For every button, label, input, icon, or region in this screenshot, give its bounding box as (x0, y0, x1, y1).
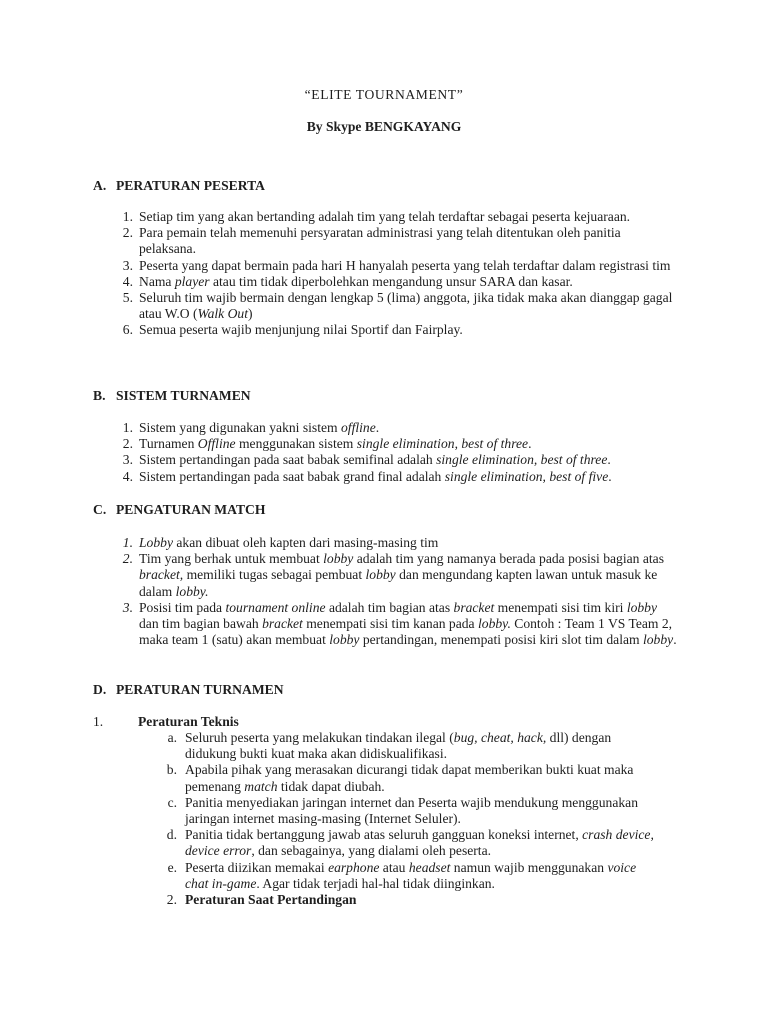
item-text: . (528, 436, 532, 452)
list-item (167, 859, 655, 892)
section-c-list (122, 535, 679, 648)
item-text: memiliki tugas sebagai pembuat (183, 567, 366, 583)
item-text-italic: match (244, 778, 278, 794)
item-text: Panitia menyediakan jaringan internet dan Peserta wajib mendukung menggunakan jaringan internet masing-masing (Internet Seluler). (185, 794, 638, 827)
section-title: PENGATURAN MATCH (116, 502, 266, 517)
section-a-list (122, 209, 679, 339)
item-text-italic: bracket, (139, 567, 184, 583)
item-text: namun wajib menggunakan (450, 859, 608, 875)
item-text-italic: tournament online (225, 599, 326, 615)
item-text-italic: lobby (323, 551, 354, 567)
item-text: Para pemain telah memenuhi persyaratan administrasi yang telah ditentukan oleh panitia pelaksana. (139, 225, 621, 257)
item-text: menempati sisi tim kanan pada (302, 616, 478, 632)
item-text: Seluruh peserta yang melakukan tindakan ilegal ( (185, 730, 454, 745)
section-d-alpha-list (166, 730, 655, 892)
item-text: . (375, 420, 380, 435)
subsection-number: 1. (93, 714, 104, 729)
item-text: Peserta yang dapat bermain pada hari H hanyalah peserta yang telah terdaftar dalam registrasi tim (139, 257, 671, 273)
document-byline: By Skype BENGKAYANG (306, 119, 462, 134)
item-text: . Agar tidak terjadi hal-hal tidak diinginkan. (256, 875, 495, 891)
item-text: Apabila pihak yang merasakan dicurangi tidak dapat memberikan bukti kuat maka pemenang (185, 762, 634, 794)
section-b-heading (93, 388, 251, 404)
item-letter: c. (167, 794, 177, 810)
item-text: , dan sebagainya, yang dialami oleh peserta. (251, 843, 492, 859)
item-text-italic: lobby (626, 599, 658, 615)
item-text: dan mengundang kapten lawan untuk masuk ke dalam (139, 567, 658, 599)
item-text-italic: voice chat in-game (185, 859, 637, 891)
list-item (122, 257, 679, 274)
item-letter: d. (166, 827, 177, 843)
subsection-title: Peraturan Saat Pertandingan (185, 892, 357, 907)
item-number: 1. (122, 209, 133, 224)
item-text: atau (379, 859, 409, 875)
item-text-italic: crash device, device error (185, 827, 654, 859)
item-number: 3. (122, 257, 133, 273)
item-text-italic: bracket (262, 616, 303, 632)
item-number: 6. (122, 322, 133, 338)
item-text-italic: lobby. (478, 616, 511, 632)
item-text: dll) dengan didukung bukti kuat maka akan didiskualifikasi. (185, 730, 612, 762)
list-item (122, 436, 679, 452)
list-item (122, 225, 679, 257)
item-text: menempati sisi tim kiri (494, 599, 627, 615)
section-b-list (122, 420, 679, 485)
item-text: Seluruh tim wajib bermain dengan lengkap 5 (lima) anggota, jika tidak maka akan dianggap gagal atau W.O ( (139, 290, 673, 322)
item-text-italic: lobby (365, 567, 396, 583)
section-letter: A. (93, 178, 107, 193)
list-item (122, 468, 679, 485)
item-text: menggunakan sistem (235, 436, 357, 452)
item-text-italic: lobby (642, 632, 674, 648)
item-letter: a. (167, 730, 177, 745)
list-item (122, 209, 679, 225)
section-c-heading (93, 502, 265, 518)
item-text: Nama (139, 273, 175, 289)
item-number: 4. (122, 468, 133, 484)
item-text: . (673, 632, 677, 648)
item-number: 2. (122, 225, 133, 241)
section-d-heading (93, 682, 284, 698)
item-number: 3. (122, 452, 133, 468)
item-text-italic: offline (341, 420, 376, 435)
item-text: Panitia tidak bertanggung jawab atas seluruh gangguan koneksi internet, (185, 827, 583, 843)
subsection-2-heading (166, 892, 357, 908)
subsection-number: 2. (166, 892, 177, 907)
item-text-italic: player (174, 273, 210, 289)
item-text: adalah tim yang namanya berada pada posisi bagian atas (353, 551, 664, 567)
list-item (122, 599, 679, 649)
item-text: Sistem pertandingan pada saat babak semifinal adalah (139, 452, 437, 468)
item-letter: e. (167, 859, 177, 875)
item-number: 2. (122, 436, 133, 452)
list-item (122, 273, 679, 290)
list-item (122, 420, 679, 436)
item-number: 1. (122, 535, 133, 550)
item-text-italic: single elimination, best of five (444, 468, 609, 484)
item-text: atau tim tidak diperbolehkan mengandung unsur SARA dan kasar. (209, 273, 573, 289)
list-item (122, 535, 679, 551)
item-text: pertandingan, menempati posisi kiri slot tim dalam (359, 632, 643, 648)
item-text: adalah tim bagian atas (325, 599, 454, 615)
item-number: 4. (122, 273, 133, 289)
item-text: Peserta diizikan memakai (185, 859, 329, 875)
list-item (167, 794, 655, 827)
item-text: . (607, 452, 611, 468)
section-title: SISTEM TURNAMEN (116, 388, 251, 403)
item-text-italic: Lobby (139, 535, 173, 550)
item-text-italic: Offline (197, 436, 236, 452)
section-letter: D. (93, 682, 107, 697)
item-text-italic: bracket (453, 599, 495, 615)
section-a-heading (93, 178, 265, 194)
section-letter: B. (93, 388, 106, 403)
item-text-italic: earphone (328, 859, 380, 875)
list-item (122, 452, 679, 468)
list-item (122, 322, 679, 338)
item-text: Contoh : Team 1 VS Team 2, maka team 1 (satu) akan membuat (139, 616, 673, 648)
item-text-italic: lobby (329, 632, 360, 648)
item-text: tidak dapat diubah. (277, 778, 385, 794)
list-item (122, 290, 679, 322)
list-item (122, 551, 679, 600)
list-item (167, 730, 655, 762)
item-text: . (608, 468, 612, 484)
item-text: Semua peserta wajib menjunjung nilai Sportif dan Fairplay. (139, 322, 463, 338)
item-text: Turnamen (139, 436, 198, 452)
item-letter: b. (166, 762, 177, 778)
list-item (166, 827, 655, 859)
section-letter: C. (93, 502, 107, 517)
item-text: Setiap tim yang akan bertanding adalah tim yang telah terdaftar sebagai peserta kejuaraan. (139, 209, 631, 224)
item-text: dan tim bagian bawah (139, 616, 263, 632)
item-text-italic: Walk Out (197, 306, 249, 322)
item-text: Tim yang berhak untuk membuat (139, 551, 324, 567)
item-text: Sistem pertandingan pada saat babak grand final adalah (139, 468, 445, 484)
item-text-italic: headset (408, 859, 451, 875)
item-text: Sistem yang digunakan yakni sistem (139, 420, 341, 435)
item-text-italic: bug, cheat, hack, (453, 730, 547, 745)
item-number: 1. (122, 420, 133, 435)
item-text-italic: single elimination, best of three (436, 452, 608, 468)
item-text: Posisi tim pada (139, 599, 226, 615)
item-text: akan dibuat oleh kapten dari masing-masing tim (172, 535, 439, 550)
list-item (166, 762, 655, 794)
item-text-italic: lobby. (175, 583, 209, 599)
item-number: 2. (122, 551, 133, 567)
item-text-italic: single elimination (356, 436, 455, 452)
item-number: 5. (122, 290, 133, 306)
section-title: PERATURAN PESERTA (116, 178, 265, 193)
item-text: ) (248, 306, 253, 322)
item-number: 3. (122, 599, 133, 615)
item-text-italic: best of three (461, 436, 529, 452)
subsection-title: Peraturan Teknis (138, 714, 239, 729)
section-title: PERATURAN TURNAMEN (116, 682, 284, 697)
document-title: “ELITE TOURNAMENT” (304, 87, 464, 102)
item-text: , (454, 436, 462, 452)
